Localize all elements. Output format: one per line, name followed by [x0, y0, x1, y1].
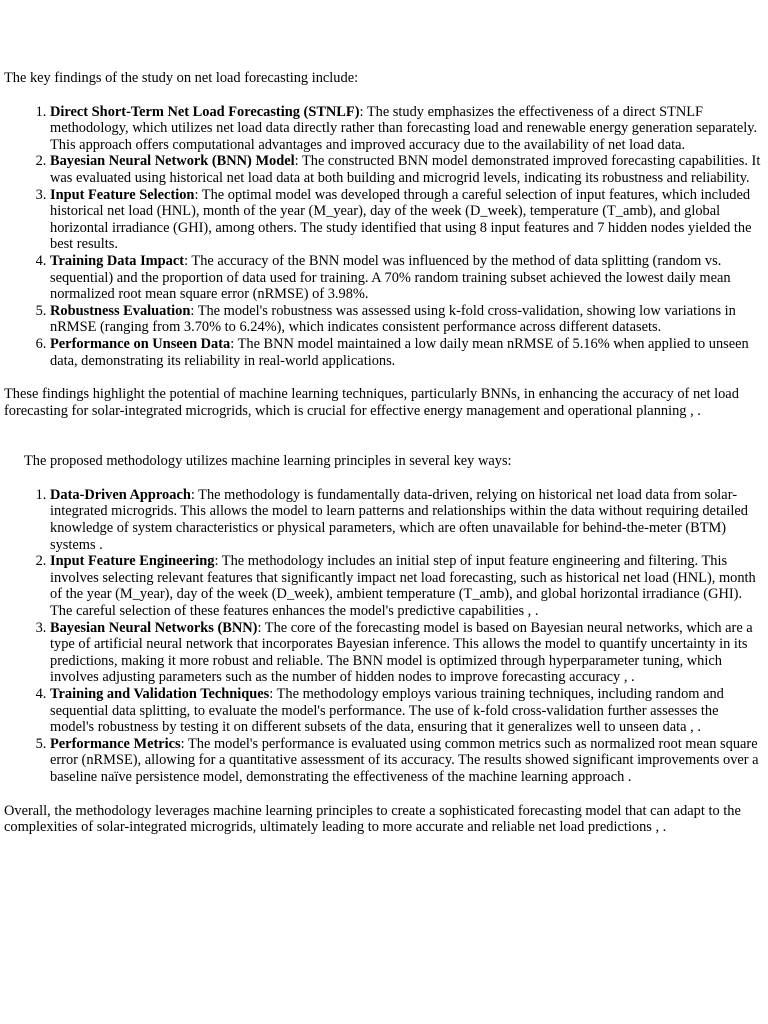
list-item: [50, 686, 764, 736]
item-term: Bayesian Neural Networks (BNN): [50, 619, 258, 636]
item-term: Data-Driven Approach: [50, 486, 191, 503]
findings-list: [4, 104, 764, 370]
item-text: : The study emphasizes the effectiveness of a direct STNLF methodology, which utilizes net load data directly rather than forecasting load and renewable energy generation separately. This approach offers computational advantages and improved accuracy due to the availability of net load data.: [50, 103, 758, 153]
methodology-list: [4, 487, 764, 786]
item-text: : The optimal model was developed through a careful selection of input features, which included historical net load (HNL), month of the year (M_year), day of the week (D_week), temperature (T_amb), and global horizontal irradiance (GHI), among others. The study identified that using 8 input features and 7 hidden nodes yielded the best results.: [50, 186, 752, 253]
list-item: [50, 303, 764, 336]
item-term: Input Feature Selection: [50, 186, 195, 203]
item-text: : The constructed BNN model demonstrated improved forecasting capabilities. It was evaluated using historical net load data at both building and microgrid levels, indicating its robustness and reliability.: [50, 153, 761, 186]
item-term: Training and Validation Techniques: [50, 686, 270, 702]
list-item: [50, 620, 764, 686]
findings-intro: The key findings of the study on net load forecasting include:: [4, 70, 359, 86]
item-term: Direct Short-Term Net Load Forecasting (STNLF): [50, 103, 360, 120]
methodology-intro: The proposed methodology utilizes machine learning principles in several key ways:: [24, 453, 512, 470]
item-text: : The accuracy of the BNN model was influenced by the method of data splitting (random vs. sequential) and the proportion of data used for training. A 70% random training subset achieved the lowest daily mean normalized root mean square error (nRMSE) of 3.98%.: [50, 252, 731, 303]
item-term: Input Feature Engineering: [50, 553, 215, 570]
methodology-closing: Overall, the methodology leverages machine learning principles to create a sophisticated forecasting model that can adapt to the complexities of solar-integrated microgrids, ultimately leading to more accurate and reliable net load predictions , .: [4, 802, 741, 836]
item-text: : The model's performance is evaluated using common metrics such as normalized root mean square error (nRMSE), allowing for a quantitative assessment of its accuracy. The results showed significant improvements over a baseline naïve persistence model, demonstrating the effectiveness of the machine learning approach .: [50, 735, 759, 785]
item-text: : The BNN model maintained a low daily mean nRMSE of 5.16% when applied to unseen data, demonstrating its reliability in real-world applications.: [50, 335, 749, 369]
item-text: : The methodology is fundamentally data-driven, relying on historical net load data from solar-integrated microgrids. This allows the model to learn patterns and relationships within the data without requiring detailed knowledge of system characteristics or physical parameters, which are often unavailable for behind-the-meter (BTM) systems .: [50, 486, 748, 553]
list-item: [50, 553, 764, 619]
document-page: [4, 70, 764, 836]
item-term: Performance Metrics: [50, 735, 181, 752]
findings-summary: These findings highlight the potential of machine learning techniques, particularly BNNs, in enhancing the accuracy of net load forecasting for solar-integrated microgrids, which is crucial for effective energy management and operational planning , .: [4, 386, 739, 419]
list-item: [50, 336, 764, 369]
item-term: Robustness Evaluation: [50, 302, 191, 319]
list-item: [50, 253, 764, 303]
item-term: Training Data Impact: [50, 252, 185, 269]
item-text: : The model's robustness was assessed using k-fold cross-validation, showing low variations in nRMSE (ranging from 3.70% to 6.24%), which indicates consistent performance across different datasets.: [50, 302, 736, 336]
item-text: : The core of the forecasting model is based on Bayesian neural networks, which are a type of artificial neural network that incorporates Bayesian inference. This allows the model to quantify uncertainty in its predictions, making it more robust and reliable. The BNN model is optimized through hyperparameter tuning, which involves adjusting parameters such as the number of hidden nodes to improve forecasting accuracy , .: [50, 619, 753, 686]
list-item: [50, 153, 764, 186]
item-term: Performance on Unseen Data: [50, 335, 231, 352]
item-text: : The methodology includes an initial step of input feature engineering and filtering. This involves selecting relevant features that significantly impact net load forecasting, such as historical net load (HNL), month of the year (M_year), day of the week (D_week), ambient temperature (T_amb), and global horizontal irradiance (GHI). The careful selection of these features enhances the model's predictive capabilities , .: [50, 553, 756, 620]
list-item: [50, 104, 764, 154]
item-term: Bayesian Neural Network (BNN) Model: [50, 153, 295, 170]
item-text: : The methodology employs various training techniques, including random and sequential data splitting, to evaluate the model's performance. The use of k-fold cross-validation further assesses the model's robustness by testing it on different subsets of the data, ensuring that it generalizes well to unseen data , .: [50, 686, 724, 736]
list-item: [50, 487, 764, 553]
list-item: [50, 187, 764, 253]
list-item: [50, 736, 764, 786]
